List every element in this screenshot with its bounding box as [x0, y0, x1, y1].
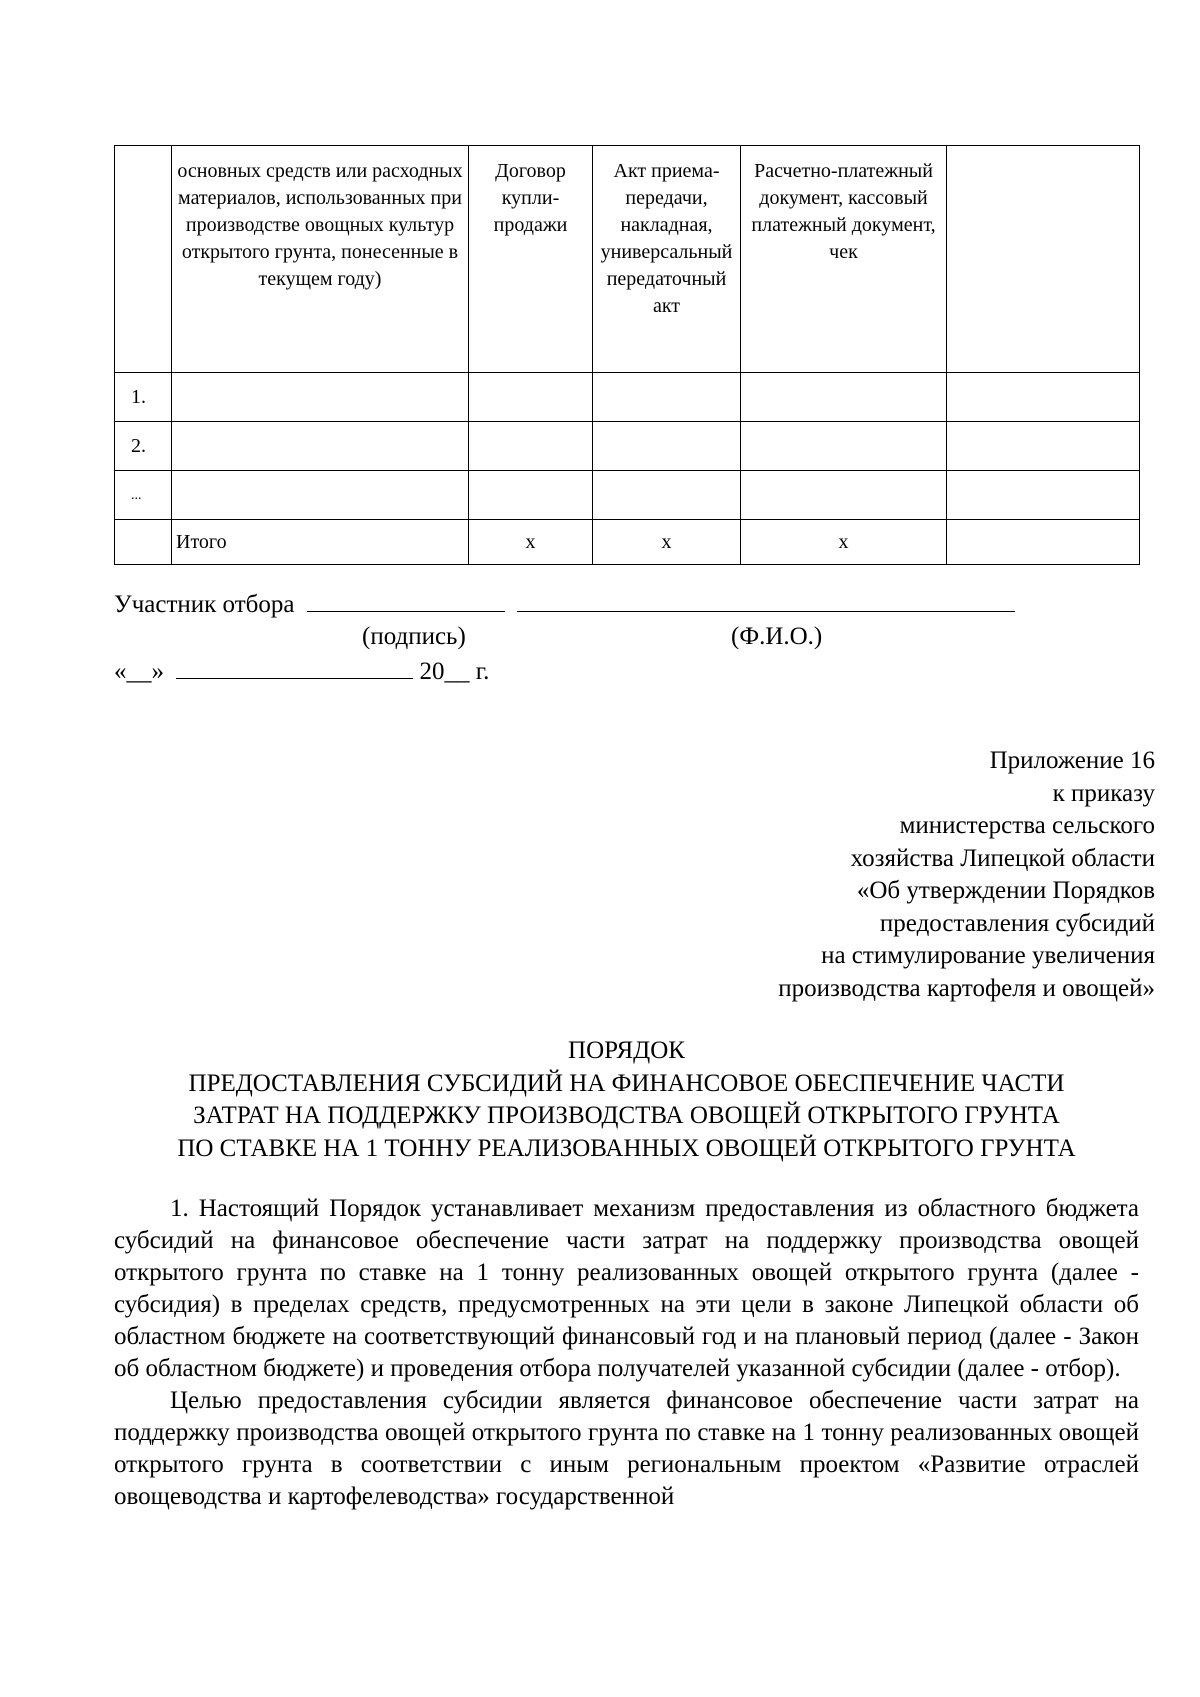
appendix-line: производства картофеля и овощей» — [778, 974, 1155, 1002]
appendix-line: к приказу — [1052, 779, 1155, 807]
total-cell-x: х — [593, 520, 741, 565]
header-cell-payment-document: Расчетно-платежный документ, кассовый платежный документ, чек — [741, 146, 947, 373]
title-line: ЗАТРАТ НА ПОДДЕРЖКУ ПРОИЗВОДСТВА ОВОЩЕЙ ОТКРЫТОГО ГРУНТА — [193, 1102, 1060, 1129]
table-row — [115, 471, 1140, 520]
header-cell-num — [115, 146, 172, 373]
appendix-line: министерства сельского — [899, 812, 1155, 839]
date-line — [114, 656, 489, 687]
title-line: ПРЕДОСТАВЛЕНИЯ СУБСИДИЙ НА ФИНАНСОВОЕ ОБЕСПЕЧЕНИЕ ЧАСТИ — [188, 1069, 1065, 1097]
table-row — [115, 422, 1140, 471]
date-year: 20__ — [419, 658, 470, 685]
table-total-row — [115, 520, 1140, 565]
table-cell — [947, 422, 1140, 471]
appendix-line: Приложение 16 — [989, 747, 1155, 774]
appendix-line: хозяйства Липецкой области — [850, 844, 1155, 872]
appendix-line: «Об утверждении Порядков — [856, 877, 1155, 904]
table-cell — [172, 373, 469, 422]
title-line: ПОРЯДОК — [568, 1037, 685, 1064]
table-cell — [593, 373, 741, 422]
table-cell — [172, 471, 469, 520]
table-cell — [741, 373, 947, 422]
date-month-blank — [176, 656, 413, 679]
date-suffix: г. — [475, 658, 490, 685]
signature-blank — [307, 589, 505, 612]
appendix-line: предоставления субсидий — [879, 909, 1155, 937]
podpis-caption: (подпись) — [362, 623, 466, 650]
document-title — [114, 1035, 1139, 1165]
expenses-table — [114, 145, 1140, 565]
row-number: 1. — [115, 373, 172, 422]
header-cell-extra — [947, 146, 1140, 373]
table-cell — [593, 471, 741, 520]
appendix-line: на стимулирование увеличения — [821, 942, 1155, 969]
row-number: ... — [115, 471, 172, 520]
appendix-header — [778, 745, 1155, 1005]
table-cell — [593, 422, 741, 471]
table-cell — [469, 373, 593, 422]
table-cell — [741, 422, 947, 471]
participant-label: Участник отбора — [114, 591, 295, 618]
table-header-row — [115, 146, 1140, 373]
header-cell-acceptance-act: Акт приема-передачи, накладная, универсальный передаточный акт — [593, 146, 741, 373]
table-cell — [947, 471, 1140, 520]
table-cell — [469, 422, 593, 471]
table-cell — [947, 520, 1140, 565]
table-cell — [469, 471, 593, 520]
table-cell — [947, 373, 1140, 422]
table-cell — [115, 520, 172, 565]
fio-blank — [517, 589, 1015, 612]
header-cell-contract: Договор купли-продажи — [469, 146, 593, 373]
participant-signature-line — [114, 589, 1015, 620]
date-day: «__» — [114, 658, 164, 685]
title-line: ПО СТАВКЕ НА 1 ТОННУ РЕАЛИЗОВАННЫХ ОВОЩЕЙ ОТКРЫТОГО ГРУНТА — [177, 1134, 1076, 1162]
total-label: Итого — [172, 520, 469, 565]
table-cell — [172, 422, 469, 471]
header-cell-expenses: основных средств или расходных материалов, использованных при производстве овощных культур открытого грунта, понесенные в текущем году) — [172, 146, 469, 373]
body-paragraph-2: Целью предоставления субсидии является финансовое обеспечение части затрат на поддержку производства овощей открытого грунта по ставке на 1 тонну реализованных овощей открытого грунта в соответствии с иным региональным проектом «Развитие отраслей овощеводства и картофелеводства» государственной — [114, 1387, 1139, 1510]
document-body — [114, 1193, 1139, 1513]
table-cell — [741, 471, 947, 520]
fio-caption: (Ф.И.О.) — [731, 623, 823, 650]
body-paragraph-1: 1. Настоящий Порядок устанавливает механизм предоставления из областного бюджета субсидий на финансовое обеспечение части затрат на поддержку производства овощей открытого грунта по ставке на 1 тонну реализованных овощей открытого грунта (далее - субсидия) в пределах средств, предусмотренных на эти цели в законе Липецкой области об областном бюджете на соответствующий финансовый год и на плановый период (далее - Закон об областном бюджете) и проведения отбора получателей указанной субсидии (далее - отбор). — [114, 1195, 1139, 1382]
total-cell-x: х — [741, 520, 947, 565]
total-cell-x: х — [469, 520, 593, 565]
table-row — [115, 373, 1140, 422]
row-number: 2. — [115, 422, 172, 471]
